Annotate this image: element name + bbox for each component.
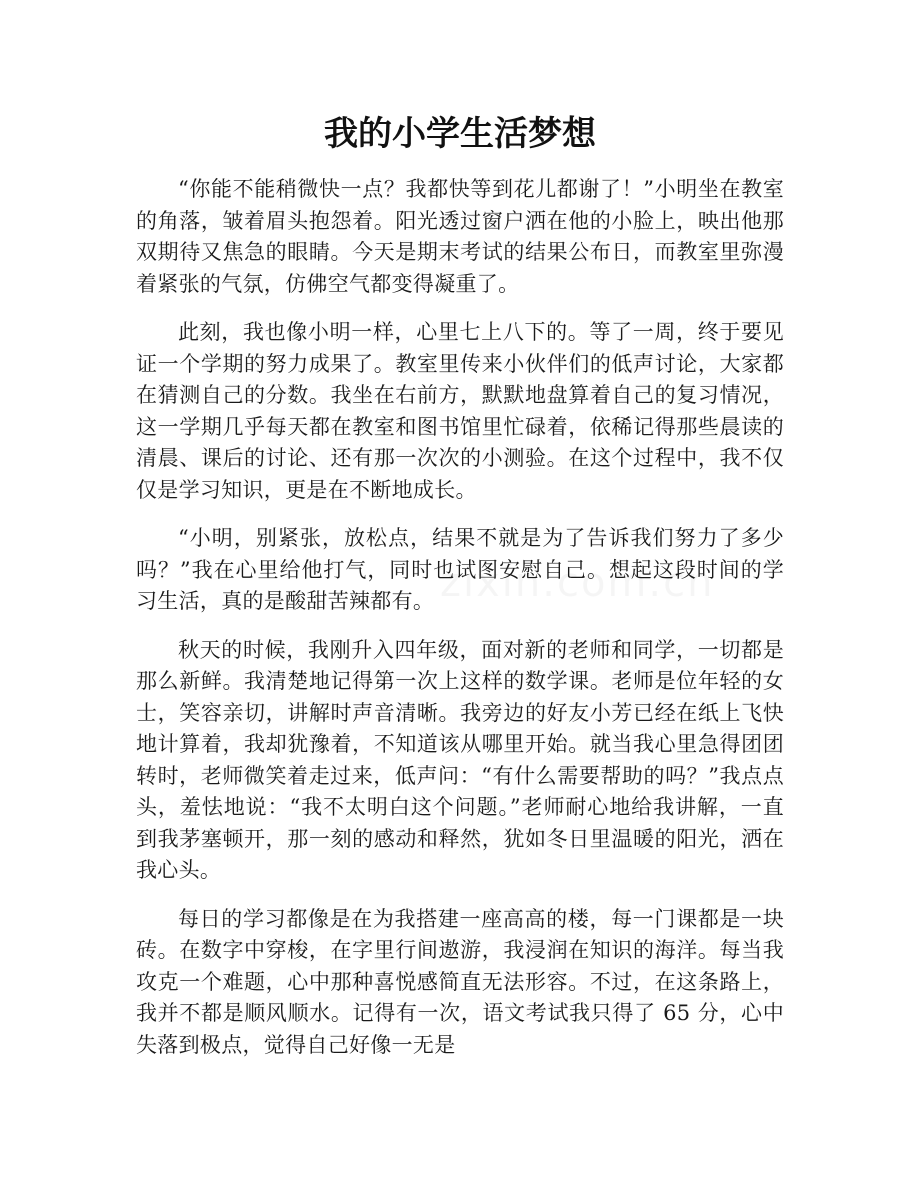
document-body	[136, 174, 784, 1078]
paragraph: 每日的学习都像是在为我搭建一座高高的楼，每一门课都是一块砖。在数字中穿梭，在字里行间遨游，我浸润在知识的海洋。每当我攻克一个难题，心中那种喜悦感简直无法形容。不过，在这条路上，我并不都是顺风顺水。记得有一次，语文考试我只得了 65 分，心中失落到极点，觉得自己好像一无是	[136, 906, 784, 1057]
paragraph: 秋天的时候，我刚升入四年级，面对新的老师和同学，一切都是那么新鲜。我清楚地记得第一次上这样的数学课。老师是位年轻的女士，笑容亲切，讲解时声音清晰。我旁边的好友小芳已经在纸上飞快地计算着，我却犹豫着，不知道该从哪里开始。就当我心里急得团团转时，老师微笑着走过来，低声问：“有什么需要帮助的吗？”我点点头，羞怯地说：“我不太明白这个问题。”老师耐心地给我讲解，一直到我茅塞顿开，那一刻的感动和释然，犹如冬日里温暖的阳光，洒在我心头。	[136, 637, 784, 882]
document-title: 我的小学生活梦想	[324, 114, 596, 154]
paragraph: 此刻，我也像小明一样，心里七上八下的。等了一周，终于要见证一个学期的努力成果了。教室里传来小伙伴们的低声讨论，大家都在猜测自己的分数。我坐在右前方，默默地盘算着自己的复习情况，这一学期几乎每天都在教室和图书馆里忙碌着，依稀记得那些晨读的清晨、课后的讨论、还有那一次次的小测验。在这个过程中，我不仅仅是学习知识，更是在不断地成长。	[136, 320, 784, 502]
paragraph: “小明，别紧张，放松点，结果不就是为了告诉我们努力了多少吗？”我在心里给他打气，同时也试图安慰自己。想起这段时间的学习生活，真的是酸甜苦辣都有。	[136, 526, 784, 613]
paragraph: “你能不能稍微快一点？我都快等到花儿都谢了！”小明坐在教室的角落，皱着眉头抱怨着。阳光透过窗户洒在他的小脸上，映出他那双期待又焦急的眼睛。今天是期末考试的结果公布日，而教室里弥漫着紧张的气氛，仿佛空气都变得凝重了。	[136, 177, 784, 296]
